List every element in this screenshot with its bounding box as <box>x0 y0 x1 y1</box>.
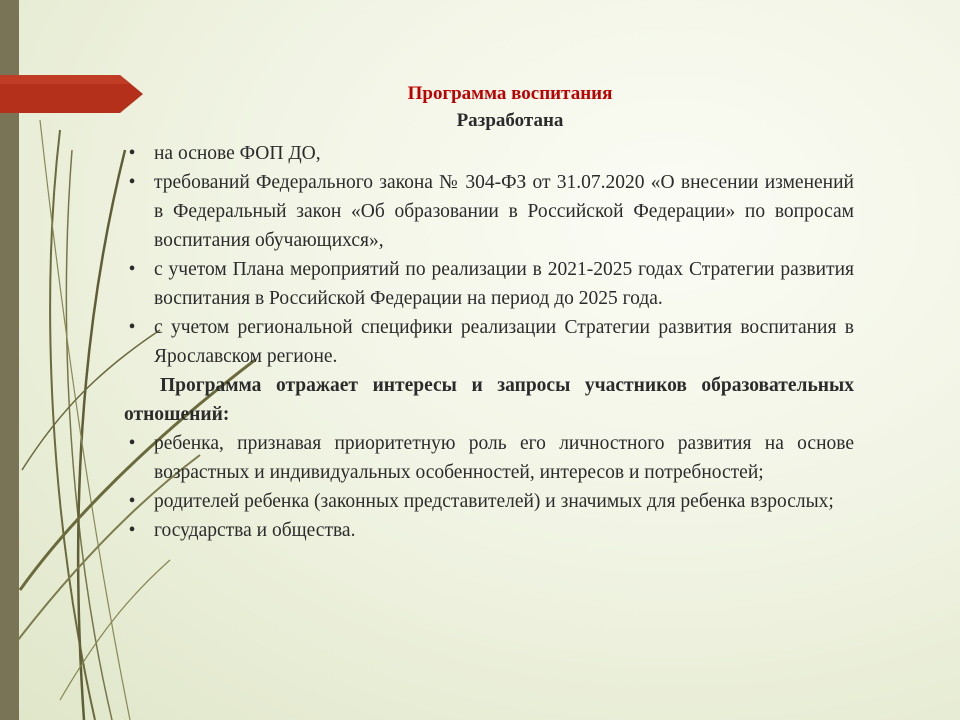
list-item <box>124 487 854 516</box>
bullet-icon: • <box>128 259 136 280</box>
list-item-text: требований Федерального закона № 304-ФЗ от 31.07.2020 «О внесении изменений в Федеральный закон «Об образовании в Российской Федерации» по вопросам воспитания обучающихся», <box>154 172 854 251</box>
list-item-text: на основе ФОП ДО, <box>154 143 321 164</box>
list-item <box>124 313 854 371</box>
list-item-text: ребенка, признавая приоритетную роль его личностного развития на основе возрастных и индивидуальных особенностей, интересов и потребностей; <box>154 433 854 483</box>
developed-list <box>124 139 854 371</box>
bullet-icon: • <box>128 491 136 512</box>
interests-list <box>124 429 854 545</box>
slide-subtitle: Разработана <box>456 110 564 131</box>
bullet-icon: • <box>128 520 136 541</box>
list-item <box>124 516 854 545</box>
bullet-icon: • <box>128 433 136 454</box>
red-arrow-banner <box>0 75 143 113</box>
slide-content <box>124 139 854 545</box>
list-item <box>124 255 854 313</box>
bullet-icon: • <box>128 143 136 164</box>
list-item <box>124 168 854 255</box>
list-item-text: государства и общества. <box>154 520 356 541</box>
list-item-text: родителей ребенка (законных представителей) и значимых для ребенка взрослых; <box>154 491 834 512</box>
list-item <box>124 139 854 168</box>
list-item-text: с учетом Плана мероприятий по реализации в 2021-2025 годах Стратегии развития воспитания в Российской Федерации на период до 2025 года. <box>154 259 854 309</box>
list-item <box>124 429 854 487</box>
bullet-icon: • <box>128 317 136 338</box>
slide-title: Программа воспитания <box>407 83 613 104</box>
list-item-text: с учетом региональной специфики реализации Стратегии развития воспитания в Ярославском регионе. <box>154 317 854 367</box>
interests-paragraph: Программа отражает интересы и запросы участников образовательных отношений: <box>124 375 854 425</box>
bullet-icon: • <box>128 172 136 193</box>
